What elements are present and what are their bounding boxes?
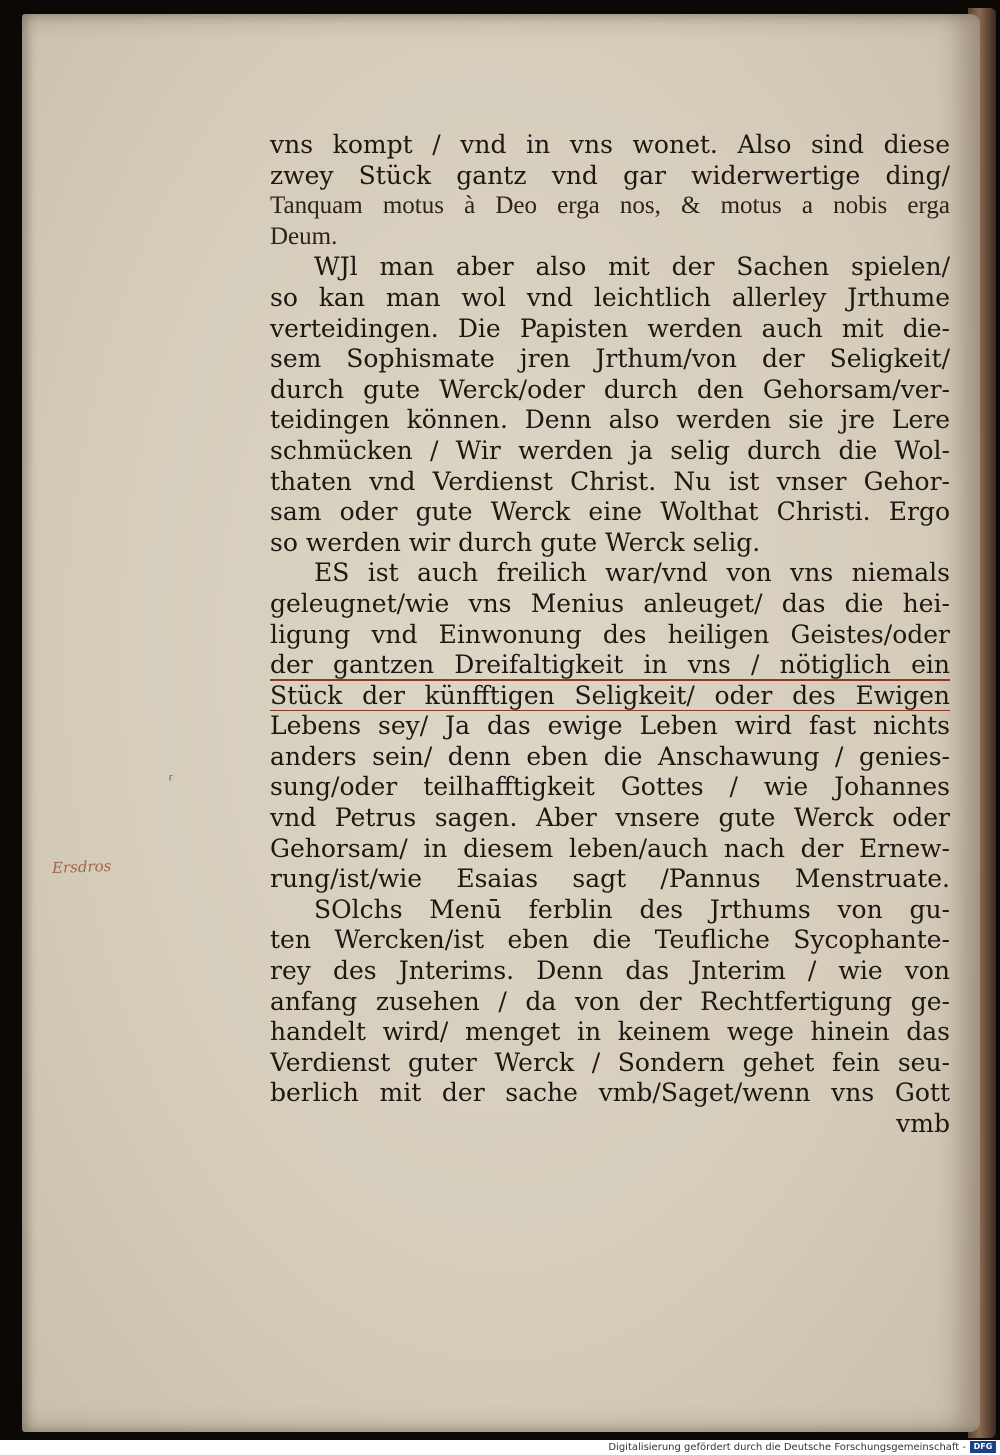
text-line: vnd Petrus sagen. Aber vnsere gute Werck oder [270, 803, 950, 833]
text-line: geleugnet/wie vns Menius anleuget/ das die hei- [270, 588, 950, 618]
text-line: so kan man wol vnd leichtlich allerley Jrthume [270, 282, 950, 312]
text-line: rung/ist/wie Esaias sagt /Pannus Menstruate. [270, 864, 950, 894]
text-line-underlined: Stück der künfftigen Seligkeit/ oder des Ewigen [270, 680, 950, 710]
text-line: ten Wercken/ist eben die Teufliche Sycophante- [270, 925, 950, 955]
text-line: ligung vnd Einwonung des heiligen Geistes/oder [270, 619, 950, 649]
text-line-underlined: der gantzen Dreifaltigkeit in vns / nötiglich ein [270, 650, 950, 680]
text-line: so werden wir durch gute Werck selig. [270, 527, 761, 557]
dfg-logo-icon: DFG [970, 1441, 996, 1453]
text-line: sung/oder teilhafftigkeit Gottes / wie Johannes [270, 772, 950, 802]
text-line: durch gute Werck/oder durch den Gehorsam/ver- [270, 374, 950, 404]
pencil-mark: ⸢ [168, 772, 175, 791]
text-line: Gehorsam/ in diesem leben/auch nach der Ernew- [270, 833, 950, 863]
text-line: berlich mit der sache vmb/Saget/wenn vns Gott [270, 1078, 950, 1108]
text-line: anfang zusehen / da von der Rechtfertigung ge- [270, 986, 950, 1016]
text-line: rey des Jnterims. Denn das Jnterim / wie von [270, 956, 950, 986]
text-line: sem Sophismate jren Jrthum/von der Seligkeit/ [270, 344, 950, 374]
footer-credit: Digitalisierung gefördert durch die Deutsche Forschungsgemeinschaft - [608, 1442, 966, 1453]
handwritten-margin-note: Ersdros [51, 856, 112, 878]
catchword: vmb [896, 1109, 950, 1138]
text-line: teidingen können. Denn also werden sie jre Lere [270, 405, 950, 435]
text-line: schmücken / Wir werden ja selig durch die Wol- [270, 435, 950, 465]
page-text [270, 130, 950, 1140]
text-line: ES ist auch freilich war/vnd von vns niemals [314, 558, 950, 588]
text-line-latin: Tanquam motus à Deo erga nos, & motus a nobis erga [270, 192, 950, 220]
text-line: WJl man aber also mit der Sachen spielen/ [314, 252, 950, 282]
text-line: anders sein/ denn eben die Anschawung / genies- [270, 741, 950, 771]
text-line: zwey Stück gantz vnd gar widerwertige ding/ [270, 160, 950, 190]
text-line: thaten vnd Verdienst Christ. Nu ist vnser Gehor- [270, 466, 950, 496]
text-line: Lebens sey/ Ja das ewige Leben wird fast nichts [270, 711, 950, 741]
text-line: verteidingen. Die Papisten werden auch mit die- [270, 313, 950, 343]
text-line-latin: Deum. [270, 222, 338, 250]
text-line: Verdienst guter Werck / Sondern gehet fein seu- [270, 1047, 950, 1077]
text-line: SOlchs Menū ferblin des Jrthums von gu- [314, 894, 950, 924]
footer-bar [0, 1440, 1000, 1455]
text-line: vns kompt / vnd in vns wonet. Also sind diese [270, 130, 950, 159]
text-line: sam oder gute Werck eine Wolthat Christi. Ergo [270, 497, 950, 527]
text-line: handelt wird/ menget in keinem wege hinein das [270, 1017, 950, 1047]
